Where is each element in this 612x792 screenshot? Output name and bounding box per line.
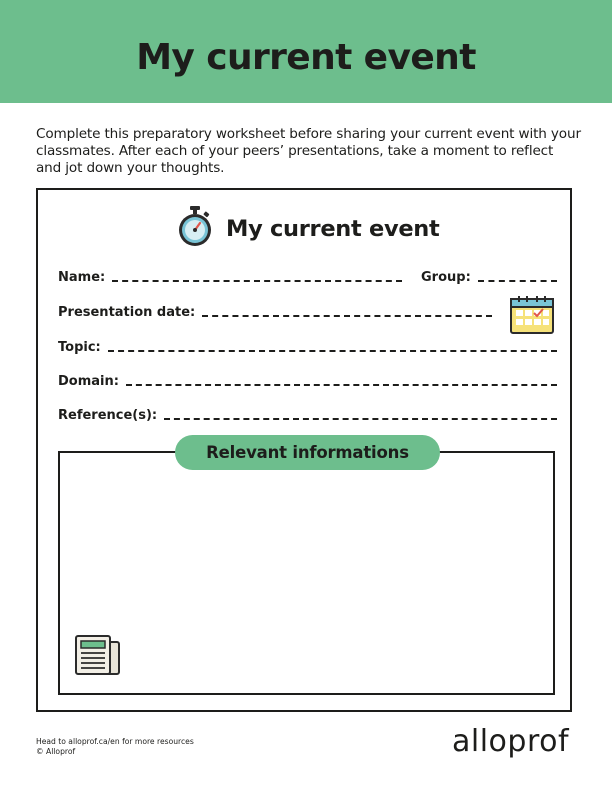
- stopwatch-icon: [176, 206, 214, 248]
- group-field[interactable]: [421, 267, 557, 287]
- header-banner: [0, 0, 612, 103]
- references-field[interactable]: [58, 405, 557, 425]
- card-title: My current event: [226, 216, 440, 242]
- group-line: [478, 280, 557, 282]
- newspaper-icon: [74, 634, 122, 676]
- relevant-info-box[interactable]: [58, 451, 555, 695]
- domain-label: Domain:: [58, 373, 119, 389]
- topic-line: [108, 350, 557, 352]
- alloprof-logo: alloprof: [452, 724, 570, 759]
- references-label: Reference(s):: [58, 407, 158, 423]
- footer-credits: [36, 737, 194, 757]
- topic-field[interactable]: [58, 337, 557, 357]
- presentation-date-label: Presentation date:: [58, 304, 196, 320]
- name-label: Name:: [58, 269, 106, 285]
- references-line: [164, 418, 557, 420]
- page-title: My current event: [136, 37, 476, 78]
- calendar-icon: [510, 296, 554, 334]
- intro-instructions: Complete this preparatory worksheet before sharing your current event with your classmates. After each of your peers’ presentations, take a moment to reflect and jot down your thoughts.: [36, 126, 581, 176]
- name-field[interactable]: [58, 267, 402, 287]
- topic-label: Topic:: [58, 339, 101, 355]
- name-line: [112, 280, 402, 282]
- footer-resources-link[interactable]: Head to alloprof.ca/en for more resources: [36, 737, 194, 746]
- domain-field[interactable]: [58, 371, 557, 391]
- worksheet-card: [36, 188, 572, 712]
- domain-line: [126, 384, 557, 386]
- footer-copyright: © Alloprof: [36, 747, 76, 756]
- presentation-date-line: [202, 315, 492, 317]
- relevant-info-label: Relevant informations: [175, 435, 440, 470]
- presentation-date-field[interactable]: [58, 302, 492, 322]
- group-label: Group:: [421, 269, 471, 285]
